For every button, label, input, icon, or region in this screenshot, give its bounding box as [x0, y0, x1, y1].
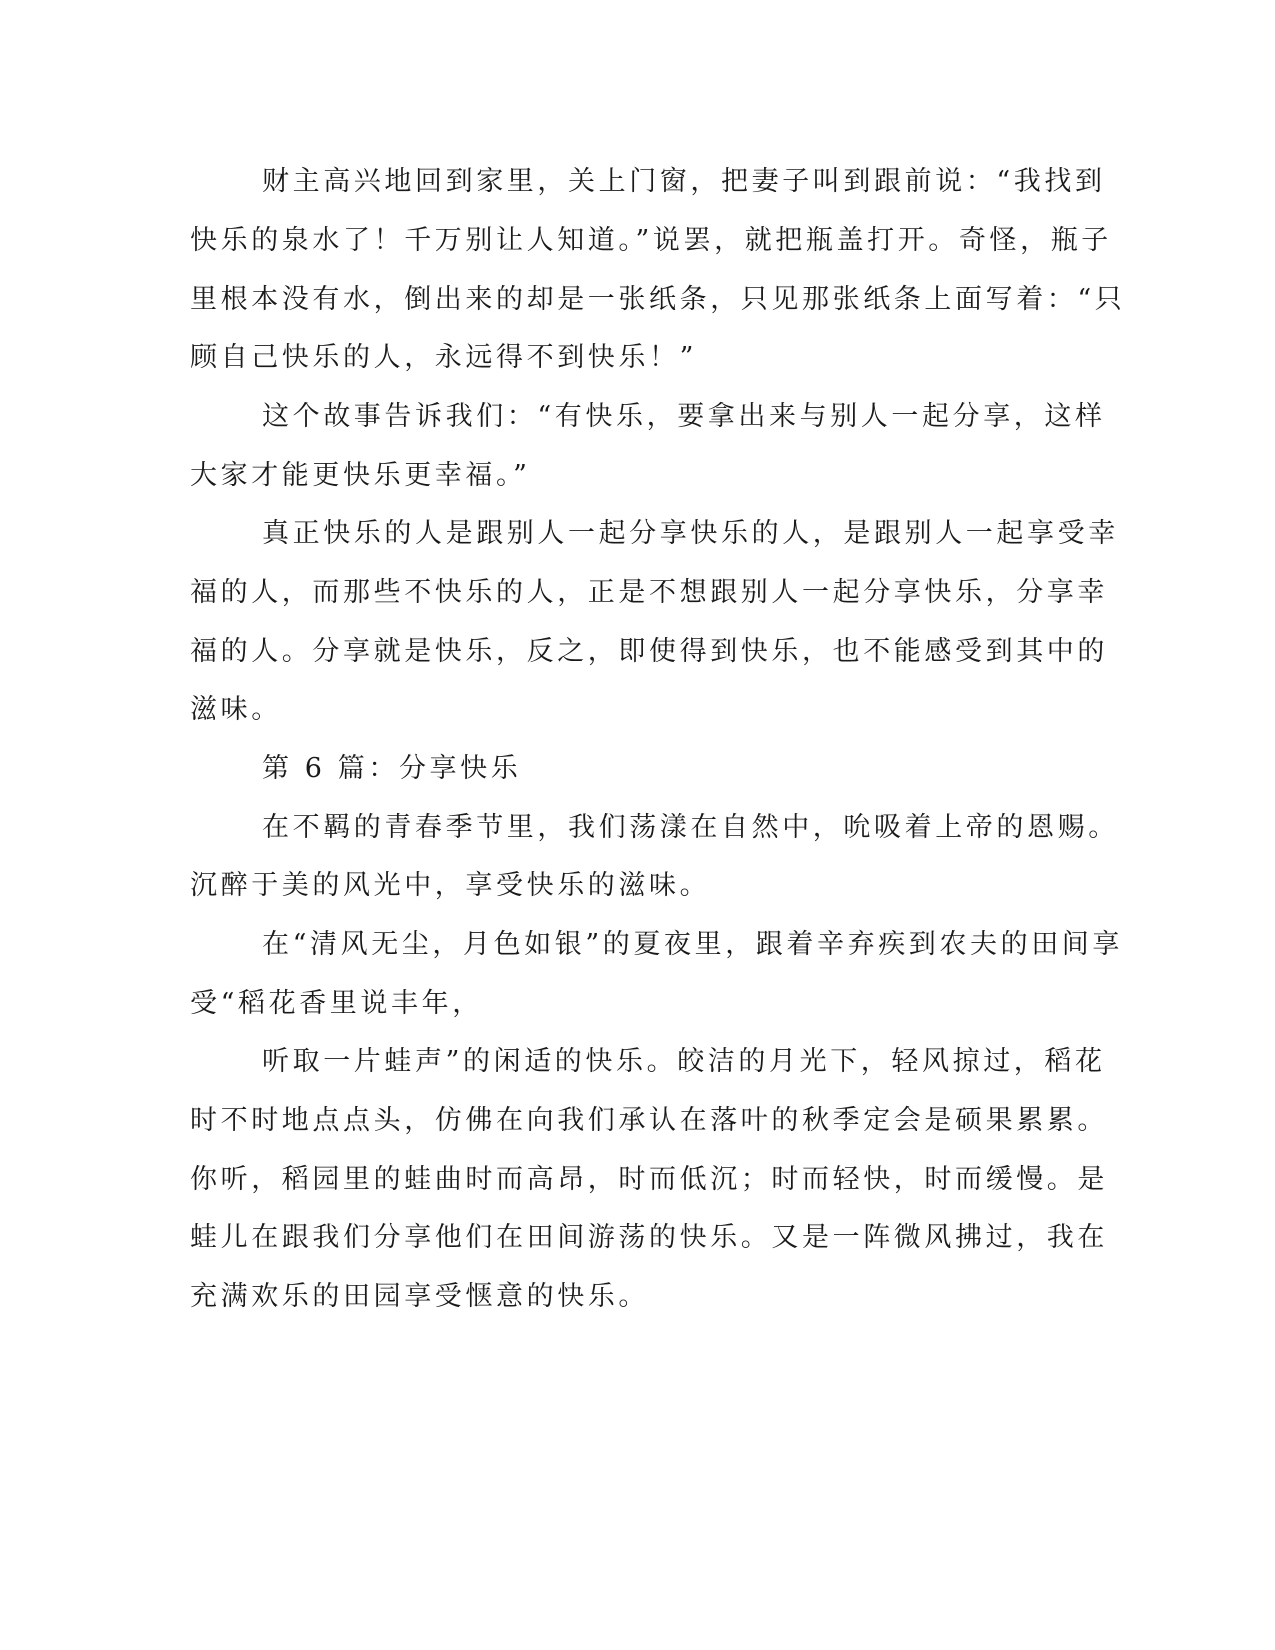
text-line: 真正快乐的人是跟别人一起分享快乐的人，是跟别人一起享受幸: [262, 518, 1119, 549]
text-line: 大家才能更快乐更幸福。”: [190, 460, 531, 491]
text-line: 沉醉于美的风光中，享受快乐的滋味。: [190, 870, 711, 901]
text-line: 你听，稻园里的蛙曲时而高昂，时而低沉；时而轻快，时而缓慢。是: [190, 1164, 1108, 1195]
text-line: 在“清风无尘，月色如银”的夏夜里，跟着辛弃疾到农夫的田间享: [262, 929, 1124, 960]
text-line: 时不时地点点头，仿佛在向我们承认在落叶的秋季定会是硕果累累。: [190, 1105, 1108, 1136]
text-line: 顾自己快乐的人，永远得不到快乐！”: [190, 342, 698, 373]
text-line: 里根本没有水，倒出来的却是一张纸条，只见那张纸条上面写着：“只: [190, 284, 1126, 315]
text-line: 听取一片蛙声”的闲适的快乐。皎洁的月光下，轻风掠过，稻花: [262, 1046, 1106, 1077]
text-line: 福的人。分享就是快乐，反之，即使得到快乐，也不能感受到其中的: [190, 636, 1108, 667]
text-line: 福的人，而那些不快乐的人，正是不想跟别人一起分享快乐，分享幸: [190, 577, 1108, 608]
text-line: 充满欢乐的田园享受惬意的快乐。: [190, 1281, 649, 1312]
text-line: 蛙儿在跟我们分享他们在田间游荡的快乐。又是一阵微风拂过，我在: [190, 1222, 1108, 1253]
text-line: 在不羁的青春季节里，我们荡漾在自然中，吮吸着上帝的恩赐。: [262, 812, 1119, 843]
text-line: 快乐的泉水了！千万别让人知道。”说罢，就把瓶盖打开。奇怪，瓶子: [190, 225, 1112, 256]
text-line: 这个故事告诉我们：“有快乐，要拿出来与别人一起分享，这样: [262, 401, 1106, 432]
text-line: 滋味。: [190, 694, 282, 725]
section-heading: 第 6 篇：分享快乐: [262, 753, 522, 784]
text-line: 财主高兴地回到家里，关上门窗，把妻子叫到跟前说：“我找到: [262, 166, 1106, 197]
text-line: 受“稻花香里说丰年，: [190, 988, 483, 1019]
